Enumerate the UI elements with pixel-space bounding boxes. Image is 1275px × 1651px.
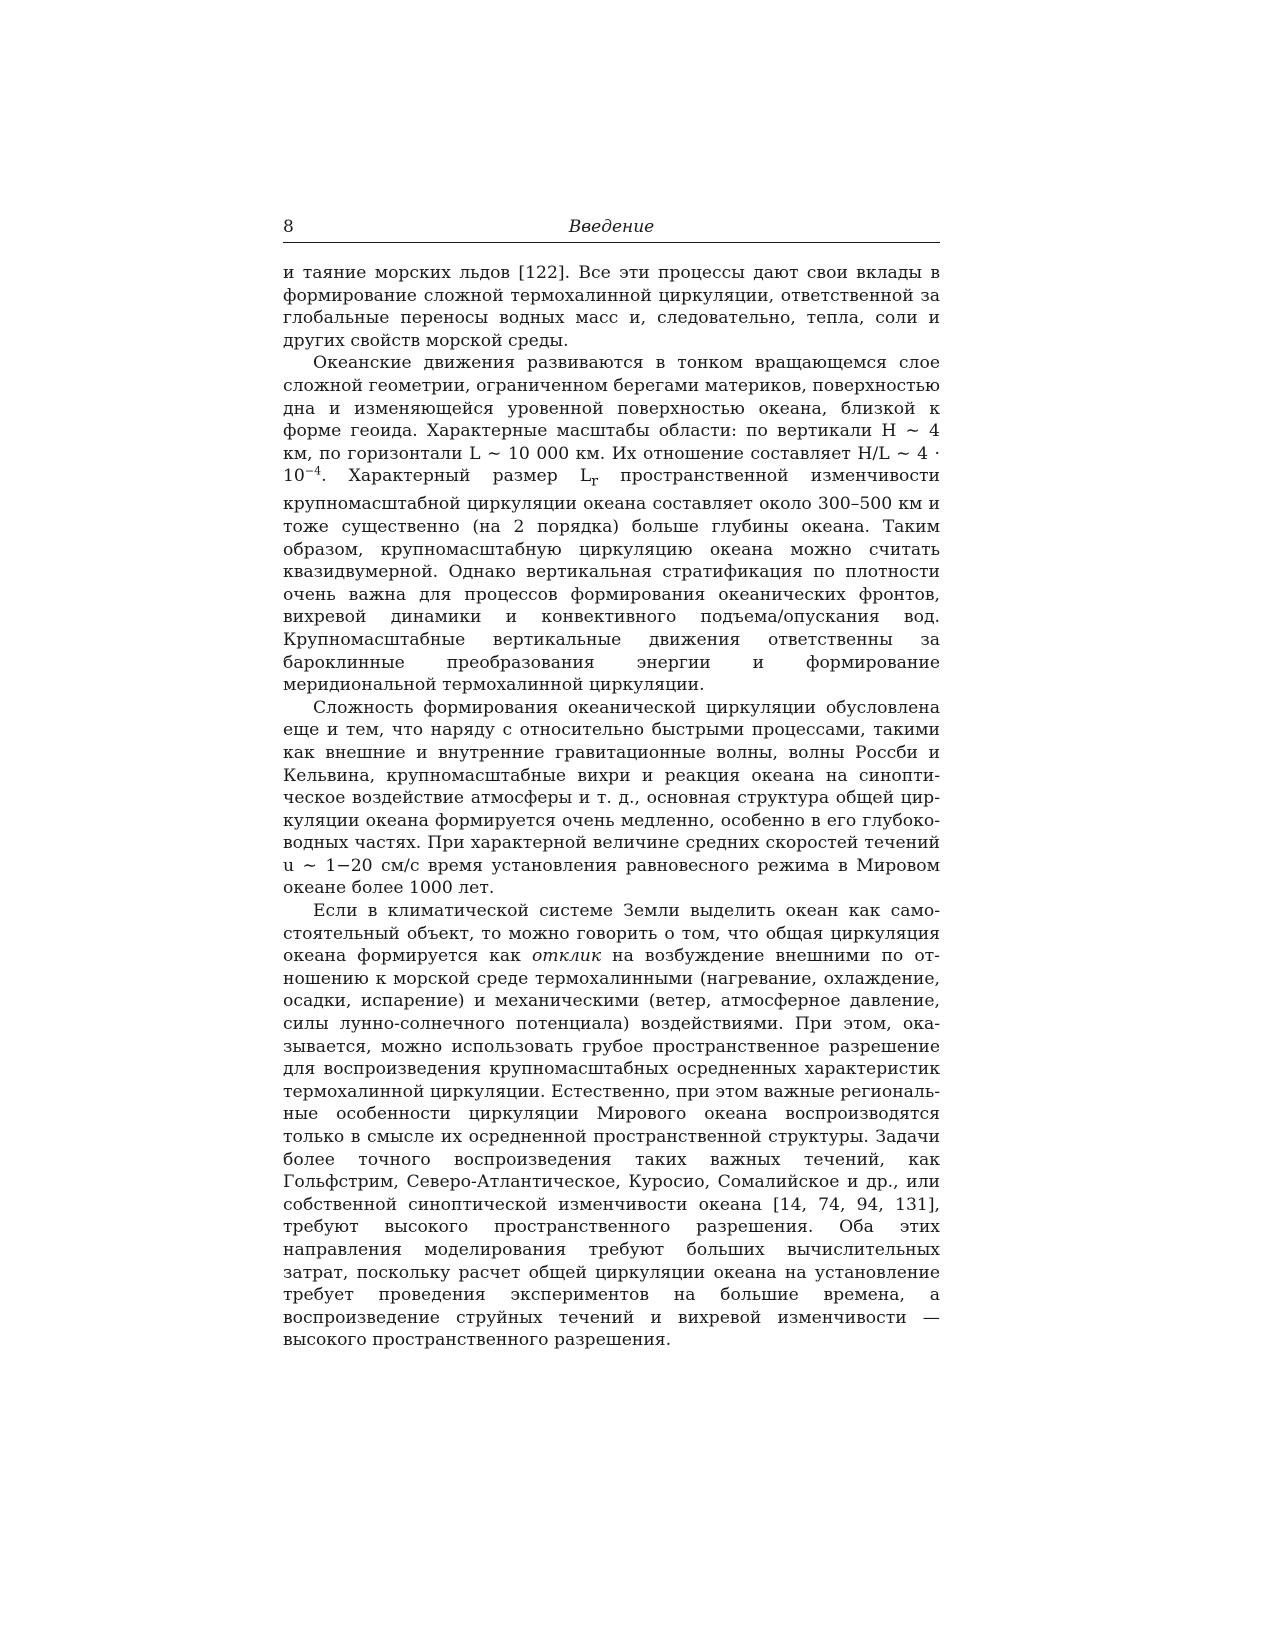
paragraph-3 xyxy=(283,697,940,900)
paragraph-4-text-1: Если в климатической системе Земли выделить океан как самостоятельный объект, то можно говорить о том, что общая циркуляция океана формируется как xyxy=(283,901,940,967)
paragraph-2-text-2: . Характерный размер L xyxy=(321,466,592,487)
paragraph-4 xyxy=(283,900,940,1352)
paragraph-2 xyxy=(283,352,940,696)
emphasis-otklik: отклик xyxy=(531,946,602,967)
paragraph-1-text: и таяние морских льдов [122]. Все эти процессы дают свои вклады в формирование сложной термохалинной циркуляции, ответственной за глобальные переносы водных масс и, следовательно, тепла, соли и других свойств морской среды. xyxy=(283,263,940,351)
paragraph-2-text-3: пространственной изменчивости крупномасштабной циркуляции океана составляет около 300–500 км и тоже существенно (на 2 порядка) больше глубины океана. Таким образом, крупномасштабную циркуляцию океана можно считать квазидвумерной. Однако вертикальная стратификация по плотности очень важна для процессов формирования океанических фронтов, вихревой динамики и конвективного подъема/опускания вод. Крупномасштабные вертикальные движения ответственны за бароклинные преобразования энергии и формирование меридиональной термохалинной циркуляции. xyxy=(283,466,940,696)
body-text xyxy=(283,262,940,1352)
paragraph-4-text-2: на возбуждение внешними по отношению к морской среде термохалинными (нагревание, охлаждение, осадки, испарение) и механическими (ветер, атмосферное давление, силы лунно-солнечного потенциала) воздействиями. При этом, оказывается, можно использовать грубое пространственное разрешение для воспроизведения крупномасштабных осредненных характеристик термохалинной циркуляции. Естественно, при этом важные региональные особенности циркуляции Мирового океана воспроизводятся только в смысле их осредненной пространственной структуры. Задачи более точного воспроизведения таких важных течений, как Гольфстрим, Северо-Атлантическое, Куросио, Сомалийское и др., или собственной синоптической изменчивости океана [14, 74, 94, 131], требуют высокого пространственного разрешения. Оба этих направления моделирования требуют больших вычислительных затрат, поскольку расчет общей циркуляции океана на установление требует проведения экспериментов на большие времена, а воспроизведение струйных течений и вихревой изменчивости — высокого пространственного разрешения. xyxy=(283,946,940,1351)
page-number: 8 xyxy=(283,217,294,237)
paragraph-3-text: Сложность формирования океанической циркуляции обусловлена еще и тем, что наряду с относительно быстрыми процессами, такими как внешние и внутренние гравитационные волны, волны Россби и Кельвина, крупномасштабные вихри и реакция океана на синоптическое воздействие атмосферы и т. д., основная структура общей циркуляции океана формируется очень медленно, особенно в его глубоководных частях. При характерной величине средних скоростей течений u ∼ 1−20 см/с время установления равновесного режима в Мировом океане более 1000 лет. xyxy=(283,697,940,899)
running-head: Введение xyxy=(568,217,655,237)
subscript-r: r xyxy=(591,473,599,490)
exponent: −4 xyxy=(304,464,322,478)
page-header xyxy=(283,216,940,243)
paragraph-2-text-1: Океанские движения развиваются в тонком вращающемся слое сложной геометрии, ограниченном берегами материков, поверхностью дна и изменяющейся уровенной поверхностью океана, близкой к форме геоида. Характерные масштабы области: по вертикали H ∼ 4 км, по горизонтали L ∼ 10 000 км. Их отношение составляет H/L ∼ 4 · 10 xyxy=(283,353,940,487)
paragraph-1 xyxy=(283,262,940,352)
